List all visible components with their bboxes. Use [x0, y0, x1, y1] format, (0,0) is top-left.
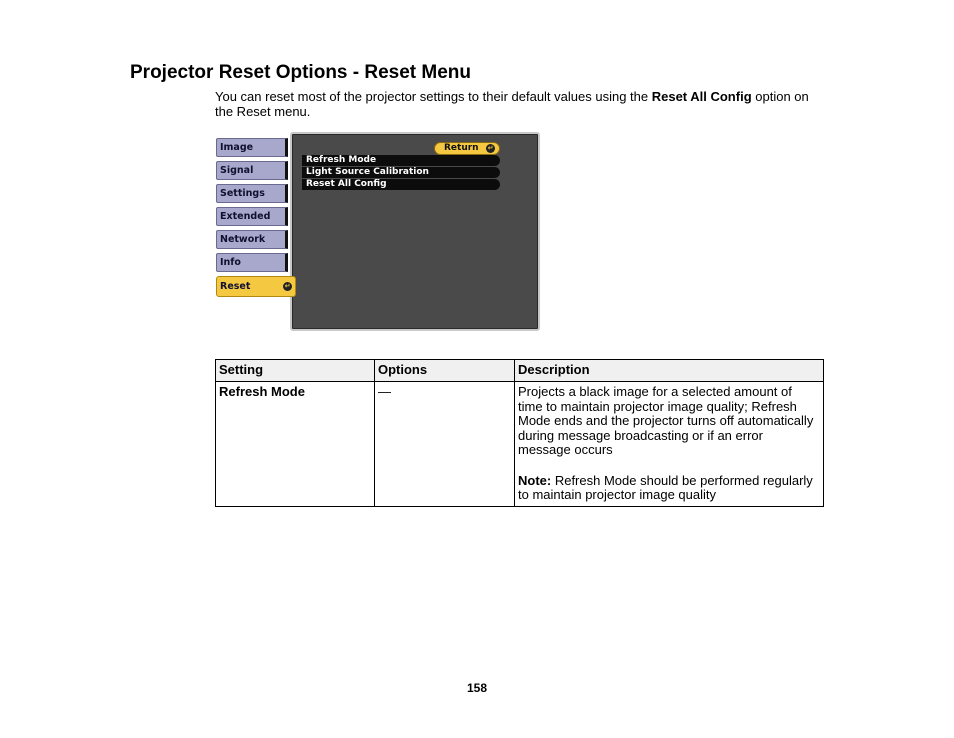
menu-tab-extended[interactable]: Extended	[216, 207, 288, 226]
menu-tab-reset[interactable]	[216, 276, 296, 297]
header-description: Description	[515, 360, 824, 382]
menu-option-light-source-calibration[interactable]: Light Source Calibration	[302, 167, 500, 178]
settings-table	[215, 359, 824, 507]
enter-icon: ↵	[487, 144, 494, 152]
description-text: Projects a black image for a selected amount of time to maintain projector image quality; Refresh Mode ends and the projector turns off automatically during message broadcasting or if an error message occurs	[518, 384, 814, 457]
description-cell	[515, 382, 824, 507]
setting-cell: Refresh Mode	[216, 382, 375, 507]
menu-option-reset-all-config[interactable]: Reset All Config	[302, 179, 500, 190]
table-header-row	[216, 360, 824, 382]
page-number: 158	[466, 681, 488, 695]
intro-paragraph	[215, 89, 825, 119]
menu-option-refresh-mode[interactable]: Refresh Mode	[302, 155, 500, 166]
menu-tab-image[interactable]: Image	[216, 138, 288, 157]
reset-menu-screenshot	[214, 132, 538, 330]
description-note	[518, 474, 819, 503]
return-label: Return	[444, 143, 479, 153]
return-button[interactable]	[434, 142, 500, 155]
intro-bold-option: Reset All Config	[651, 89, 752, 104]
header-setting: Setting	[216, 360, 375, 382]
options-cell: —	[375, 382, 515, 507]
intro-text-end: option on the Reset menu.	[215, 89, 809, 119]
page-title: Projector Reset Options - Reset Menu	[130, 62, 472, 83]
enter-icon: ↵	[284, 282, 291, 290]
note-text: Refresh Mode should be performed regularly to maintain projector image quality	[518, 472, 813, 502]
menu-tab-settings[interactable]: Settings	[216, 184, 288, 203]
intro-text-start: You can reset most of the projector settings to their default values using the	[215, 89, 652, 104]
menu-tab-network[interactable]: Network	[216, 230, 288, 249]
menu-tab-signal[interactable]: Signal	[216, 161, 288, 180]
header-options: Options	[375, 360, 515, 382]
menu-tab-reset-label: Reset	[220, 281, 251, 292]
table-row	[216, 382, 824, 507]
note-label: Note:	[518, 472, 552, 488]
menu-tab-info[interactable]: Info	[216, 253, 288, 272]
